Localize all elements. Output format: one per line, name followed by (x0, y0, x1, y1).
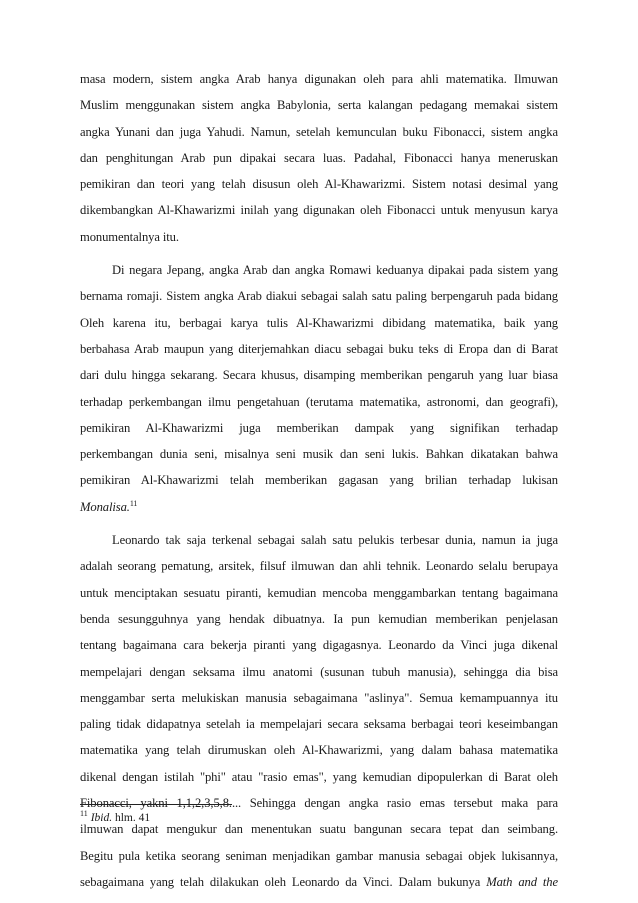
text-line: bernama romaji. Sistem angka Arab diakui sebagai salah satu paling berpengaruh pada bidang (80, 289, 558, 304)
footnote-divider (80, 804, 232, 805)
text-line: terhadap perkembangan ilmu pengetahuan (terutama matematika, astronomi, dan geografi), (80, 394, 558, 409)
text-line: pemikiran dan teori yang telah disusun oleh Al-Khawarizmi. Sistem notasi desimal yang (80, 177, 558, 192)
text-line: tentang bagaimana cara bekerja piranti yang digagasnya. Leonardo da Vinci juga dikenal (80, 638, 558, 653)
footnote-source: Ibid. (90, 812, 113, 824)
italic-book-title: Math and the (486, 874, 558, 889)
text-line: berbahasa Arab maupun yang diterjemahkan diacu sebagai buku teks di Eropa dan di Barat (80, 341, 558, 356)
text-line: mempelajari dengan seksama ilmu anatomi (susunan tubuh manusia), sehingga dia bisa (80, 664, 558, 679)
text-line: ilmuwan dapat mengukur dan menentukan suatu bangunan secara tepat dan seimbang. (80, 822, 558, 837)
line-text: sebagaimana yang telah dilakukan oleh Leonardo da Vinci. Dalam bukunya (80, 874, 481, 889)
text-line: pemikiran Al-Khawarizmi telah memberikan gagasan yang brilian terhadap lukisan (80, 473, 558, 488)
text-line: Leonardo tak saja terkenal sebagai salah satu pelukis terbesar dunia, namun ia juga (112, 533, 558, 548)
text-line: adalah seorang pematung, arsitek, filsuf ilmuwan dan ahli tehnik. Leonardo selalu berupaya (80, 559, 558, 574)
text-line: paling tidak didapatnya setelah ia mempelajari secara seksama berbagai teori keseimbangan (80, 717, 558, 732)
text-line: masa modern, sistem angka Arab hanya digunakan oleh para ahli matematika. Ilmuwan (80, 72, 558, 86)
text-line: angka Yunani dan juga Yahudi. Namun, setelah kemunculan buku Fibonacci, sistem angka (80, 124, 558, 139)
text-line: dikenal dengan istilah "phi" atau "rasio emas", yang kemudian dipopulerkan di Barat oleh (80, 769, 558, 784)
text-line: pemikiran Al-Khawarizmi juga memberikan dampak yang signifikan terhadap (80, 420, 558, 435)
text-line: monumentalnya itu. (80, 229, 179, 244)
text-line (80, 869, 558, 895)
footnote-reference[interactable]: 11 (129, 498, 138, 508)
text-line: matematika yang telah dirumuskan oleh Al-Khawarizmi, yang dalam bahasa matematika (80, 743, 558, 758)
footnote-number: 11 (80, 809, 88, 819)
text-line: perkembangan dunia seni, misalnya seni musik dan seni lukis. Bahkan dikatakan bahwa (80, 447, 558, 462)
text-line: Muslim menggunakan sistem angka Babylonia, serta kalangan pedagang memakai sistem (80, 98, 558, 113)
text-line: dari dulu hingga sekarang. Secara khusus, disamping memberikan pengaruh yang luar biasa (80, 368, 558, 383)
body-text (80, 66, 558, 895)
paragraph-2 (80, 257, 558, 520)
text-line: menggambar serta melukiskan manusia sebagaimana "aslinya". Semua kemampuannya itu (80, 690, 558, 705)
text-line: Begitu pula ketika seorang seniman menjadikan gambar manusia sebagai objek lukisannya, (80, 848, 558, 863)
text-line: benda sesungguhnya yang hendak dibuatnya. Ia pun kemudian memberikan penjelasan (80, 611, 558, 626)
text-line: Fibonacci, yakni 1,1,2,3,5,8.... Sehingga dengan angka rasio emas tersebut maka para (80, 796, 558, 811)
text-line: untuk menciptakan sesuatu piranti, kemudian mencoba menggambarkan tentang bagaimana (80, 585, 558, 600)
text-line: dikembangkan Al-Khawarizmi inilah yang digunakan oleh Fibonacci untuk menyusun karya (80, 203, 558, 218)
paragraph-1 (80, 66, 558, 250)
italic-title: Monalisa. (80, 499, 130, 514)
text-line: Di negara Jepang, angka Arab dan angka Romawi keduanya dipakai pada sistem yang (112, 263, 558, 278)
paragraph-3 (80, 527, 558, 895)
footnote (80, 809, 151, 824)
text-line: Oleh karena itu, berbagai karya tulis Al-Khawarizmi dibidang matematika, baik yang (80, 315, 558, 330)
text-line: dan penghitungan Arab pun dipakai secara luas. Padahal, Fibonacci hanya meneruskan (80, 150, 558, 165)
footnote-page: hlm. 41 (114, 812, 151, 824)
text-line (80, 494, 558, 520)
